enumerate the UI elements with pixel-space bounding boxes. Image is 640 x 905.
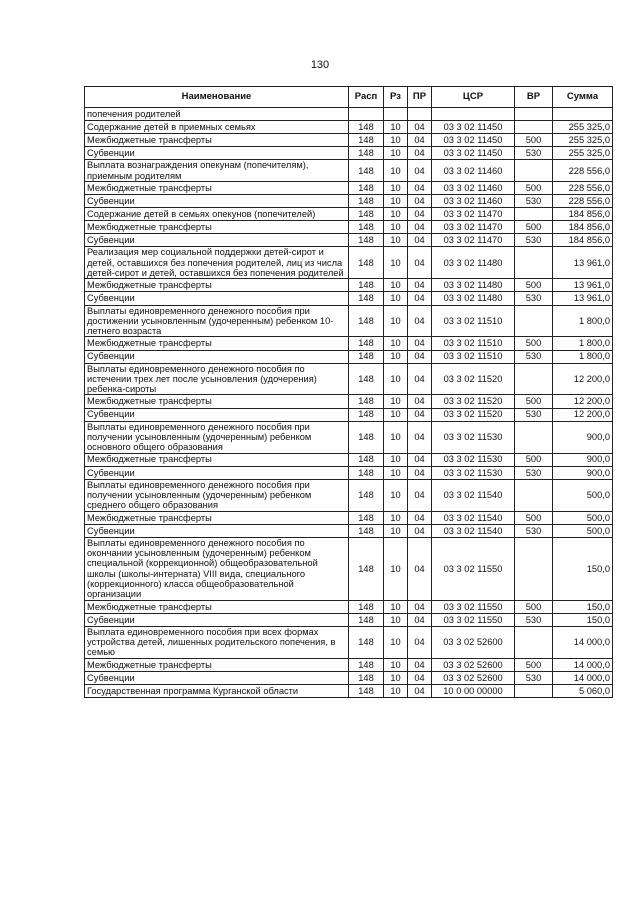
- cell-pr: 04: [408, 479, 432, 511]
- cell-name: Субвенции: [85, 671, 349, 684]
- cell-rasp: 148: [349, 537, 384, 600]
- cell-pr: 04: [408, 221, 432, 234]
- cell-vr: [515, 305, 553, 337]
- cell-name: Межбюджетные трансферты: [85, 279, 349, 292]
- cell-csr: 03 3 02 11550: [432, 600, 515, 613]
- cell-rasp: 148: [349, 600, 384, 613]
- cell-csr: 03 3 02 11450: [432, 121, 515, 134]
- cell-name: попечения родителей: [85, 108, 349, 121]
- cell-sum: 255 325,0: [553, 147, 613, 160]
- cell-rz: 10: [384, 134, 408, 147]
- cell-rasp: 148: [349, 247, 384, 279]
- table-row: [85, 181, 613, 194]
- cell-name: Межбюджетные трансферты: [85, 395, 349, 408]
- cell-name: Содержание детей в приемных семьях: [85, 121, 349, 134]
- cell-csr: 03 3 02 11550: [432, 613, 515, 626]
- cell-sum: 255 325,0: [553, 121, 613, 134]
- cell-sum: 184 856,0: [553, 234, 613, 247]
- cell-csr: 03 3 02 11510: [432, 350, 515, 363]
- cell-csr: 03 3 02 11460: [432, 160, 515, 182]
- cell-sum: 13 961,0: [553, 279, 613, 292]
- cell-csr: 03 3 02 11480: [432, 247, 515, 279]
- table-row: [85, 363, 613, 395]
- cell-sum: 900,0: [553, 421, 613, 453]
- cell-rz: 10: [384, 195, 408, 208]
- header-rz: Рз: [384, 87, 408, 108]
- table-row: [85, 684, 613, 697]
- table-row: [85, 537, 613, 600]
- table-row: [85, 221, 613, 234]
- cell-name: Межбюджетные трансферты: [85, 134, 349, 147]
- table-row: [85, 160, 613, 182]
- table-row: [85, 466, 613, 479]
- cell-vr: 530: [515, 234, 553, 247]
- cell-rz: 10: [384, 453, 408, 466]
- cell-name: Субвенции: [85, 408, 349, 421]
- cell-vr: 530: [515, 524, 553, 537]
- cell-vr: 500: [515, 658, 553, 671]
- table-row: [85, 453, 613, 466]
- cell-rz: 10: [384, 208, 408, 221]
- cell-name: Межбюджетные трансферты: [85, 221, 349, 234]
- page-number: 130: [310, 59, 330, 71]
- cell-rasp: 148: [349, 134, 384, 147]
- cell-vr: 500: [515, 181, 553, 194]
- cell-vr: 500: [515, 453, 553, 466]
- cell-rz: 10: [384, 421, 408, 453]
- cell-csr: 03 3 02 11540: [432, 524, 515, 537]
- cell-rz: 10: [384, 626, 408, 658]
- cell-rasp: 148: [349, 453, 384, 466]
- header-pr: ПР: [408, 87, 432, 108]
- cell-sum: 500,0: [553, 479, 613, 511]
- cell-rz: 10: [384, 600, 408, 613]
- table-row: [85, 292, 613, 305]
- cell-pr: 04: [408, 160, 432, 182]
- cell-rasp: 148: [349, 221, 384, 234]
- table-row: [85, 337, 613, 350]
- cell-rasp: 148: [349, 658, 384, 671]
- cell-rasp: 148: [349, 684, 384, 697]
- cell-vr: 530: [515, 147, 553, 160]
- cell-csr: 03 3 02 52600: [432, 658, 515, 671]
- cell-rasp: 148: [349, 292, 384, 305]
- cell-rz: 10: [384, 305, 408, 337]
- cell-csr: 03 3 02 11470: [432, 221, 515, 234]
- cell-rasp: 148: [349, 479, 384, 511]
- cell-sum: 228 556,0: [553, 160, 613, 182]
- table-row: [85, 208, 613, 221]
- cell-vr: [515, 626, 553, 658]
- cell-sum: 1 800,0: [553, 350, 613, 363]
- budget-table: [84, 86, 613, 698]
- table-row: [85, 408, 613, 421]
- cell-sum: 13 961,0: [553, 292, 613, 305]
- table-row: [85, 479, 613, 511]
- cell-vr: [515, 247, 553, 279]
- cell-name: Субвенции: [85, 292, 349, 305]
- cell-name: Межбюджетные трансферты: [85, 511, 349, 524]
- cell-rasp: 148: [349, 208, 384, 221]
- cell-vr: [515, 108, 553, 121]
- table-row: [85, 247, 613, 279]
- cell-csr: 03 3 02 11510: [432, 337, 515, 350]
- cell-csr: 03 3 02 11520: [432, 408, 515, 421]
- cell-sum: 14 000,0: [553, 626, 613, 658]
- cell-rasp: 148: [349, 121, 384, 134]
- cell-pr: 04: [408, 147, 432, 160]
- cell-rz: 10: [384, 147, 408, 160]
- table-row: [85, 524, 613, 537]
- cell-csr: 03 3 02 11480: [432, 292, 515, 305]
- cell-rasp: 148: [349, 626, 384, 658]
- cell-rz: [384, 108, 408, 121]
- cell-rasp: 148: [349, 408, 384, 421]
- cell-vr: [515, 479, 553, 511]
- table-row: [85, 279, 613, 292]
- cell-vr: [515, 121, 553, 134]
- cell-sum: 500,0: [553, 511, 613, 524]
- cell-rz: 10: [384, 408, 408, 421]
- cell-name: Субвенции: [85, 613, 349, 626]
- cell-pr: 04: [408, 195, 432, 208]
- cell-rasp: 148: [349, 195, 384, 208]
- cell-sum: 228 556,0: [553, 181, 613, 194]
- cell-csr: 03 3 02 52600: [432, 671, 515, 684]
- cell-vr: 500: [515, 279, 553, 292]
- cell-sum: 12 200,0: [553, 363, 613, 395]
- cell-rasp: 148: [349, 524, 384, 537]
- cell-pr: 04: [408, 524, 432, 537]
- cell-rz: 10: [384, 247, 408, 279]
- table-row: [85, 600, 613, 613]
- cell-pr: 04: [408, 395, 432, 408]
- cell-csr: 10 0 00 00000: [432, 684, 515, 697]
- header-name: Наименование: [85, 87, 349, 108]
- cell-pr: 04: [408, 453, 432, 466]
- table-row: [85, 626, 613, 658]
- cell-pr: 04: [408, 134, 432, 147]
- table-body: [85, 108, 613, 698]
- cell-rasp: 148: [349, 395, 384, 408]
- cell-rz: 10: [384, 466, 408, 479]
- table-row: [85, 658, 613, 671]
- cell-rz: 10: [384, 337, 408, 350]
- cell-csr: 03 3 02 52600: [432, 626, 515, 658]
- cell-rasp: 148: [349, 421, 384, 453]
- cell-rz: 10: [384, 658, 408, 671]
- cell-pr: 04: [408, 671, 432, 684]
- cell-pr: 04: [408, 305, 432, 337]
- cell-csr: 03 3 02 11530: [432, 453, 515, 466]
- cell-vr: [515, 421, 553, 453]
- cell-sum: [553, 108, 613, 121]
- table-row: [85, 511, 613, 524]
- cell-vr: 500: [515, 221, 553, 234]
- cell-rz: 10: [384, 671, 408, 684]
- cell-vr: 530: [515, 292, 553, 305]
- cell-pr: 04: [408, 181, 432, 194]
- cell-sum: 900,0: [553, 466, 613, 479]
- cell-pr: 04: [408, 408, 432, 421]
- cell-sum: 12 200,0: [553, 408, 613, 421]
- cell-csr: 03 3 02 11530: [432, 421, 515, 453]
- cell-rz: 10: [384, 160, 408, 182]
- table-row: [85, 108, 613, 121]
- cell-pr: 04: [408, 363, 432, 395]
- cell-csr: 03 3 02 11470: [432, 208, 515, 221]
- cell-vr: 500: [515, 395, 553, 408]
- cell-sum: 228 556,0: [553, 195, 613, 208]
- table-row: [85, 305, 613, 337]
- cell-csr: 03 3 02 11450: [432, 134, 515, 147]
- cell-rz: 10: [384, 234, 408, 247]
- cell-sum: 150,0: [553, 600, 613, 613]
- cell-name: Выплата единовременного пособия при всех формах устройства детей, лишенных родительского попечения, в семью: [85, 626, 349, 658]
- cell-rasp: 148: [349, 234, 384, 247]
- cell-sum: 1 800,0: [553, 305, 613, 337]
- cell-pr: 04: [408, 247, 432, 279]
- cell-name: Содержание детей в семьях опекунов (попечителей): [85, 208, 349, 221]
- cell-pr: 04: [408, 337, 432, 350]
- cell-pr: 04: [408, 234, 432, 247]
- cell-pr: 04: [408, 279, 432, 292]
- cell-csr: 03 3 02 11550: [432, 537, 515, 600]
- cell-name: Выплаты единовременного денежного пособия при получении усыновленным (удочеренным) ребенком среднего общего образования: [85, 479, 349, 511]
- cell-sum: 5 060,0: [553, 684, 613, 697]
- cell-rz: 10: [384, 279, 408, 292]
- cell-rz: 10: [384, 395, 408, 408]
- cell-name: Межбюджетные трансферты: [85, 600, 349, 613]
- cell-name: Субвенции: [85, 195, 349, 208]
- cell-vr: 530: [515, 466, 553, 479]
- cell-pr: 04: [408, 600, 432, 613]
- cell-csr: 03 3 02 11540: [432, 511, 515, 524]
- cell-name: Выплаты единовременного денежного пособия при получении усыновленным (удочеренным) ребенком основного общего образования: [85, 421, 349, 453]
- cell-rasp: 148: [349, 337, 384, 350]
- cell-rasp: 148: [349, 511, 384, 524]
- cell-rz: 10: [384, 221, 408, 234]
- cell-pr: 04: [408, 658, 432, 671]
- cell-vr: 530: [515, 350, 553, 363]
- cell-csr: 03 3 02 11460: [432, 181, 515, 194]
- cell-rz: 10: [384, 181, 408, 194]
- cell-vr: [515, 537, 553, 600]
- cell-name: Субвенции: [85, 234, 349, 247]
- cell-sum: 150,0: [553, 537, 613, 600]
- cell-vr: 530: [515, 408, 553, 421]
- cell-rasp: 148: [349, 305, 384, 337]
- table-row: [85, 234, 613, 247]
- cell-rasp: 148: [349, 466, 384, 479]
- cell-csr: 03 3 02 11520: [432, 363, 515, 395]
- cell-sum: 500,0: [553, 524, 613, 537]
- cell-sum: 1 800,0: [553, 337, 613, 350]
- table-row: [85, 134, 613, 147]
- cell-csr: 03 3 02 11480: [432, 279, 515, 292]
- cell-vr: 500: [515, 337, 553, 350]
- cell-pr: 04: [408, 421, 432, 453]
- cell-sum: 150,0: [553, 613, 613, 626]
- cell-csr: 03 3 02 11460: [432, 195, 515, 208]
- cell-rasp: 148: [349, 279, 384, 292]
- cell-rasp: 148: [349, 181, 384, 194]
- cell-name: Выплаты единовременного денежного пособия по окончании усыновленным (удочеренным) ребенком специальной (коррекционной) общеобразовательной школы (школы-интерната) VIII вида, специального (коррекционного) класса общеобразовательной организации: [85, 537, 349, 600]
- cell-sum: 14 000,0: [553, 658, 613, 671]
- cell-rz: 10: [384, 511, 408, 524]
- cell-csr: 03 3 02 11450: [432, 147, 515, 160]
- cell-name: Реализация мер социальной поддержки детей-сирот и детей, оставшихся без попечения родителей, лиц из числа детей-сирот и детей, оставшихся без попечения родителей: [85, 247, 349, 279]
- header-vr: ВР: [515, 87, 553, 108]
- header-sum: Сумма: [553, 87, 613, 108]
- header-csr: ЦСР: [432, 87, 515, 108]
- cell-vr: 530: [515, 671, 553, 684]
- cell-vr: 500: [515, 511, 553, 524]
- cell-rz: 10: [384, 292, 408, 305]
- cell-rz: 10: [384, 350, 408, 363]
- table-row: [85, 421, 613, 453]
- cell-sum: 12 200,0: [553, 395, 613, 408]
- cell-pr: 04: [408, 626, 432, 658]
- cell-csr: 03 3 02 11510: [432, 305, 515, 337]
- cell-name: Государственная программа Курганской области: [85, 684, 349, 697]
- cell-rasp: 148: [349, 160, 384, 182]
- cell-rz: 10: [384, 363, 408, 395]
- table-row: [85, 671, 613, 684]
- table-row: [85, 613, 613, 626]
- cell-rz: 10: [384, 524, 408, 537]
- cell-rasp: [349, 108, 384, 121]
- cell-sum: 184 856,0: [553, 208, 613, 221]
- cell-name: Межбюджетные трансферты: [85, 453, 349, 466]
- cell-pr: [408, 108, 432, 121]
- cell-rasp: 148: [349, 613, 384, 626]
- cell-pr: 04: [408, 121, 432, 134]
- cell-name: Выплаты единовременного денежного пособия при достижении усыновленным (удочеренным) ребенком 10-летнего возраста: [85, 305, 349, 337]
- table-header-row: [85, 87, 613, 108]
- cell-name: Субвенции: [85, 466, 349, 479]
- cell-rz: 10: [384, 613, 408, 626]
- cell-pr: 04: [408, 208, 432, 221]
- cell-name: Выплата вознаграждения опекунам (попечителям), приемным родителям: [85, 160, 349, 182]
- cell-vr: [515, 363, 553, 395]
- cell-vr: 500: [515, 134, 553, 147]
- cell-rz: 10: [384, 537, 408, 600]
- cell-sum: 900,0: [553, 453, 613, 466]
- cell-name: Субвенции: [85, 350, 349, 363]
- table-row: [85, 147, 613, 160]
- table-row: [85, 350, 613, 363]
- cell-name: Межбюджетные трансферты: [85, 181, 349, 194]
- cell-rz: 10: [384, 479, 408, 511]
- cell-rasp: 148: [349, 671, 384, 684]
- cell-name: Межбюджетные трансферты: [85, 337, 349, 350]
- cell-name: Субвенции: [85, 524, 349, 537]
- cell-rz: 10: [384, 121, 408, 134]
- cell-vr: [515, 684, 553, 697]
- cell-pr: 04: [408, 537, 432, 600]
- cell-vr: 530: [515, 195, 553, 208]
- cell-rasp: 148: [349, 147, 384, 160]
- cell-vr: [515, 208, 553, 221]
- cell-csr: 03 3 02 11520: [432, 395, 515, 408]
- cell-vr: 530: [515, 613, 553, 626]
- cell-csr: [432, 108, 515, 121]
- cell-rz: 10: [384, 684, 408, 697]
- cell-rasp: 148: [349, 363, 384, 395]
- cell-pr: 04: [408, 350, 432, 363]
- cell-name: Межбюджетные трансферты: [85, 658, 349, 671]
- cell-sum: 255 325,0: [553, 134, 613, 147]
- cell-pr: 04: [408, 613, 432, 626]
- cell-pr: 04: [408, 292, 432, 305]
- table-row: [85, 121, 613, 134]
- cell-sum: 184 856,0: [553, 221, 613, 234]
- cell-csr: 03 3 02 11530: [432, 466, 515, 479]
- cell-csr: 03 3 02 11540: [432, 479, 515, 511]
- cell-vr: 500: [515, 600, 553, 613]
- table-row: [85, 195, 613, 208]
- cell-name: Выплаты единовременного денежного пособия по истечении трех лет после усыновления (удочерения) ребенка-сироты: [85, 363, 349, 395]
- table-row: [85, 395, 613, 408]
- header-rasp: Расп: [349, 87, 384, 108]
- cell-name: Субвенции: [85, 147, 349, 160]
- cell-sum: 13 961,0: [553, 247, 613, 279]
- cell-pr: 04: [408, 684, 432, 697]
- cell-csr: 03 3 02 11470: [432, 234, 515, 247]
- cell-pr: 04: [408, 511, 432, 524]
- cell-rasp: 148: [349, 350, 384, 363]
- cell-sum: 14 000,0: [553, 671, 613, 684]
- cell-pr: 04: [408, 466, 432, 479]
- cell-vr: [515, 160, 553, 182]
